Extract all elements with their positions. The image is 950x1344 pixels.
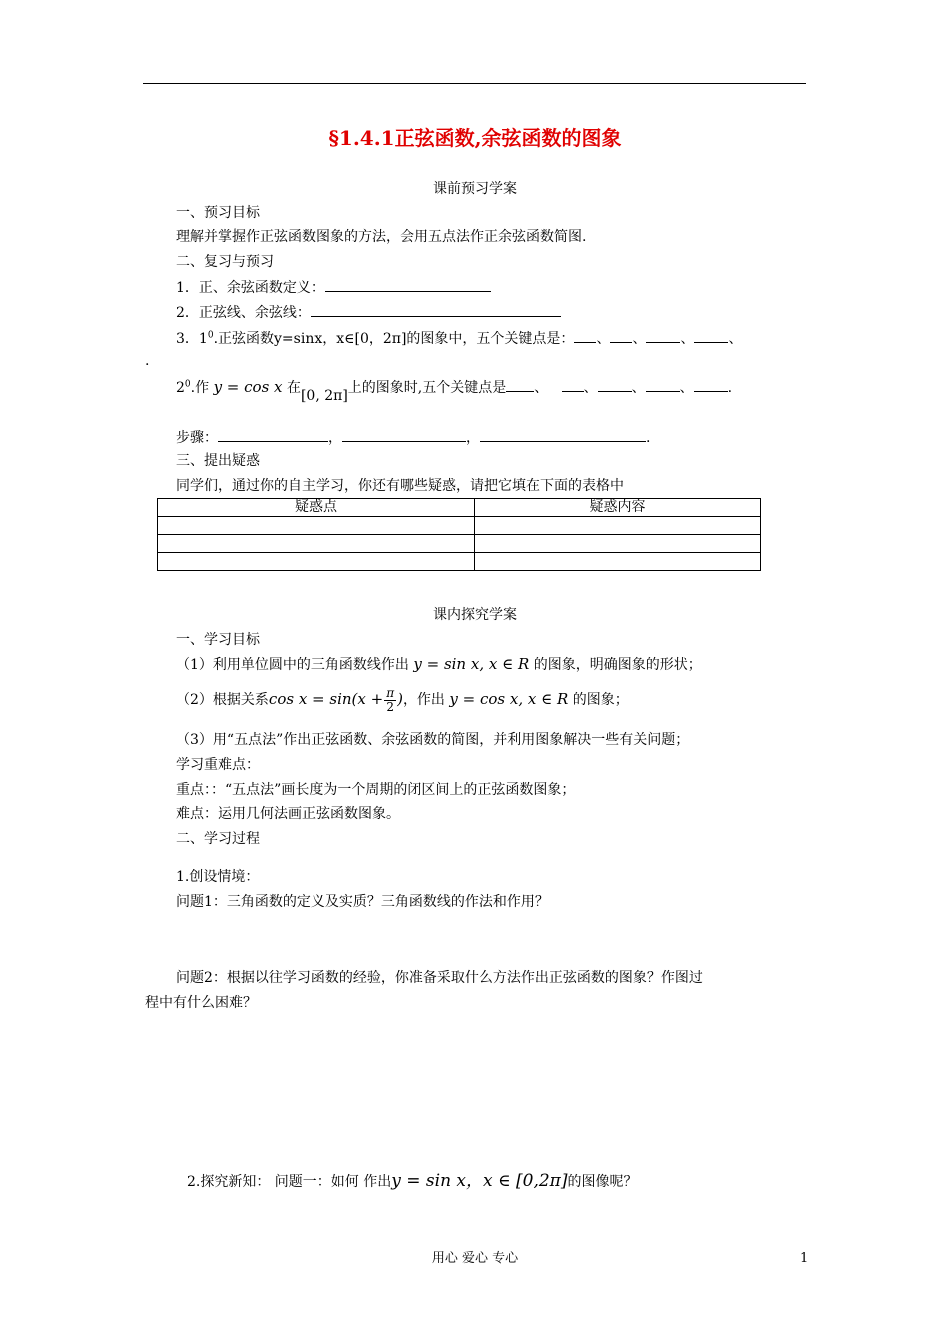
formula-close-paren: ): [397, 690, 403, 708]
steps-label: 步骤：: [176, 430, 218, 446]
answer-blank[interactable]: [646, 378, 680, 392]
pre-sec2-heading: 二、复习与预习: [176, 254, 274, 270]
fraction-numerator: π: [386, 685, 395, 700]
table-cell[interactable]: [158, 517, 475, 535]
interval-formula: [0, 2π]: [300, 388, 348, 404]
question-4-sup: 0: [184, 379, 191, 390]
table-cell[interactable]: [158, 535, 475, 553]
table-row: [158, 535, 761, 553]
cos-sin-relation-formula: cos x = sin(x +: [268, 690, 384, 708]
sin-formula: y = sin x, x ∈ R: [413, 655, 530, 673]
pre-sec1-text: 理解并掌握作正弦函数图象的方法，会用五点法作正余弦函数简图.: [176, 229, 587, 245]
cos-formula: y = cos x: [213, 378, 283, 396]
page-title: §1.4.1正弦函数,余弦函数的图象: [328, 126, 622, 150]
process-2-b: 的图像呢？: [567, 1174, 638, 1190]
table-cell[interactable]: [475, 553, 761, 571]
pre-sec1-heading: 一、预习目标: [176, 205, 260, 221]
answer-blank[interactable]: [646, 329, 680, 343]
process-2: [187, 1172, 637, 1191]
answer-blank[interactable]: [598, 378, 632, 392]
sin-interval-formula: y = sin x，x ∈ [0,2π]: [391, 1171, 568, 1191]
answer-blank[interactable]: [325, 278, 491, 292]
answer-blank[interactable]: [694, 378, 728, 392]
goal-1: [176, 655, 702, 674]
answer-blank[interactable]: [562, 378, 584, 392]
footer-slogan: 用心 爱心 专心: [431, 1251, 519, 1266]
question-4-prefix: 2: [176, 380, 185, 396]
answer-blank[interactable]: [574, 329, 596, 343]
answer-blank[interactable]: [694, 329, 728, 343]
table-row: [158, 517, 761, 535]
process-2-a: 2.探究新知： 问题一：如何 作出: [187, 1174, 392, 1190]
question-3-prefix: 3．1: [176, 331, 208, 347]
question-1-label: 1．正、余弦函数定义：: [176, 280, 325, 296]
process-question-2: 问题2：根据以往学习函数的经验，你准备采取什么方法作出正弦函数的图象？作图过: [176, 970, 703, 986]
pre-sec3-text: 同学们，通过你的自主学习，你还有哪些疑惑，请把它填在下面的表格中: [176, 478, 624, 494]
inclass-sec1-heading: 一、学习目标: [176, 632, 260, 648]
pre-study-header: 课前预习学案: [433, 181, 517, 197]
hard-point: 难点：运用几何法画正弦函数图象。: [176, 806, 400, 822]
question-2-label: 2．正弦线、余弦线：: [176, 305, 311, 321]
fraction-denominator: 2: [386, 699, 394, 714]
question-3-end: .: [145, 353, 150, 369]
question-1: [176, 278, 491, 297]
question-3-sup: 0: [207, 330, 214, 341]
question-2: [176, 303, 561, 322]
inclass-sec2-heading: 二、学习过程: [176, 831, 260, 847]
cos-formula-2: y = cos x, x ∈ R: [449, 690, 569, 708]
process-question-2-cont: 程中有什么困难？: [145, 995, 257, 1011]
doubt-table: [157, 498, 761, 571]
process-question-1: 问题1：三角函数的定义及实质？三角函数线的作法和作用？: [176, 894, 549, 910]
table-header-doubt-point: 疑惑点: [158, 499, 475, 517]
question-3-text: .正弦函数y=sinx，x∈[0，2π]的图象中，五个关键点是：: [213, 331, 575, 347]
pi-over-2-fraction: [384, 687, 396, 714]
process-1: 1.创设情境：: [176, 869, 260, 885]
question-4: $2^0$.作 y = cos x 在[0, 2π]上的图象时,五个关键点是 、 、 、 、 .: [176, 378, 733, 404]
goal-2-b: ，作出: [402, 692, 445, 708]
answer-blank[interactable]: [218, 428, 328, 442]
answer-blank[interactable]: [610, 329, 632, 343]
table-header-doubt-content: 疑惑内容: [475, 499, 761, 517]
answer-blank[interactable]: [506, 378, 534, 392]
goal-3: （3）用“五点法”作出正弦函数、余弦函数的简图，并利用图象解决一些有关问题；: [176, 732, 690, 748]
table-cell[interactable]: [475, 517, 761, 535]
answer-blank[interactable]: [480, 428, 646, 442]
answer-blank[interactable]: [311, 303, 561, 317]
goal-1-a: （1）利用单位圆中的三角函数线作出: [176, 657, 409, 673]
question-4-b: 在: [286, 380, 301, 396]
goal-1-b: 的图象，明确图象的形状；: [533, 657, 702, 673]
in-class-header: 课内探究学案: [433, 607, 517, 623]
answer-blank[interactable]: [342, 428, 466, 442]
question-3: 3．$1^0$.正弦函数y=sinx，x∈[0，2π]的图象中，五个关键点是： 、 、 、 、: [176, 330, 743, 347]
pre-sec3-heading: 三、提出疑惑: [176, 453, 260, 469]
goal-2: [176, 682, 629, 717]
page-number: 1: [800, 1251, 809, 1266]
goal-2-a: （2）根据关系: [176, 692, 269, 708]
table-cell[interactable]: [158, 553, 475, 571]
question-4-c: 上的图象时,五个关键点是: [347, 380, 507, 396]
key-difficulty-label: 学习重难点：: [176, 757, 260, 773]
header-rule: [143, 83, 806, 84]
table-header-row: [158, 499, 761, 517]
question-4-a: .作: [190, 380, 210, 396]
key-point: 重点：：“五点法”画长度为一个周期的闭区间上的正弦函数图象；: [176, 782, 576, 798]
table-row: [158, 553, 761, 571]
steps-line: 步骤： ， ， .: [176, 430, 651, 446]
goal-2-c: 的图象；: [572, 692, 629, 708]
table-cell[interactable]: [475, 535, 761, 553]
